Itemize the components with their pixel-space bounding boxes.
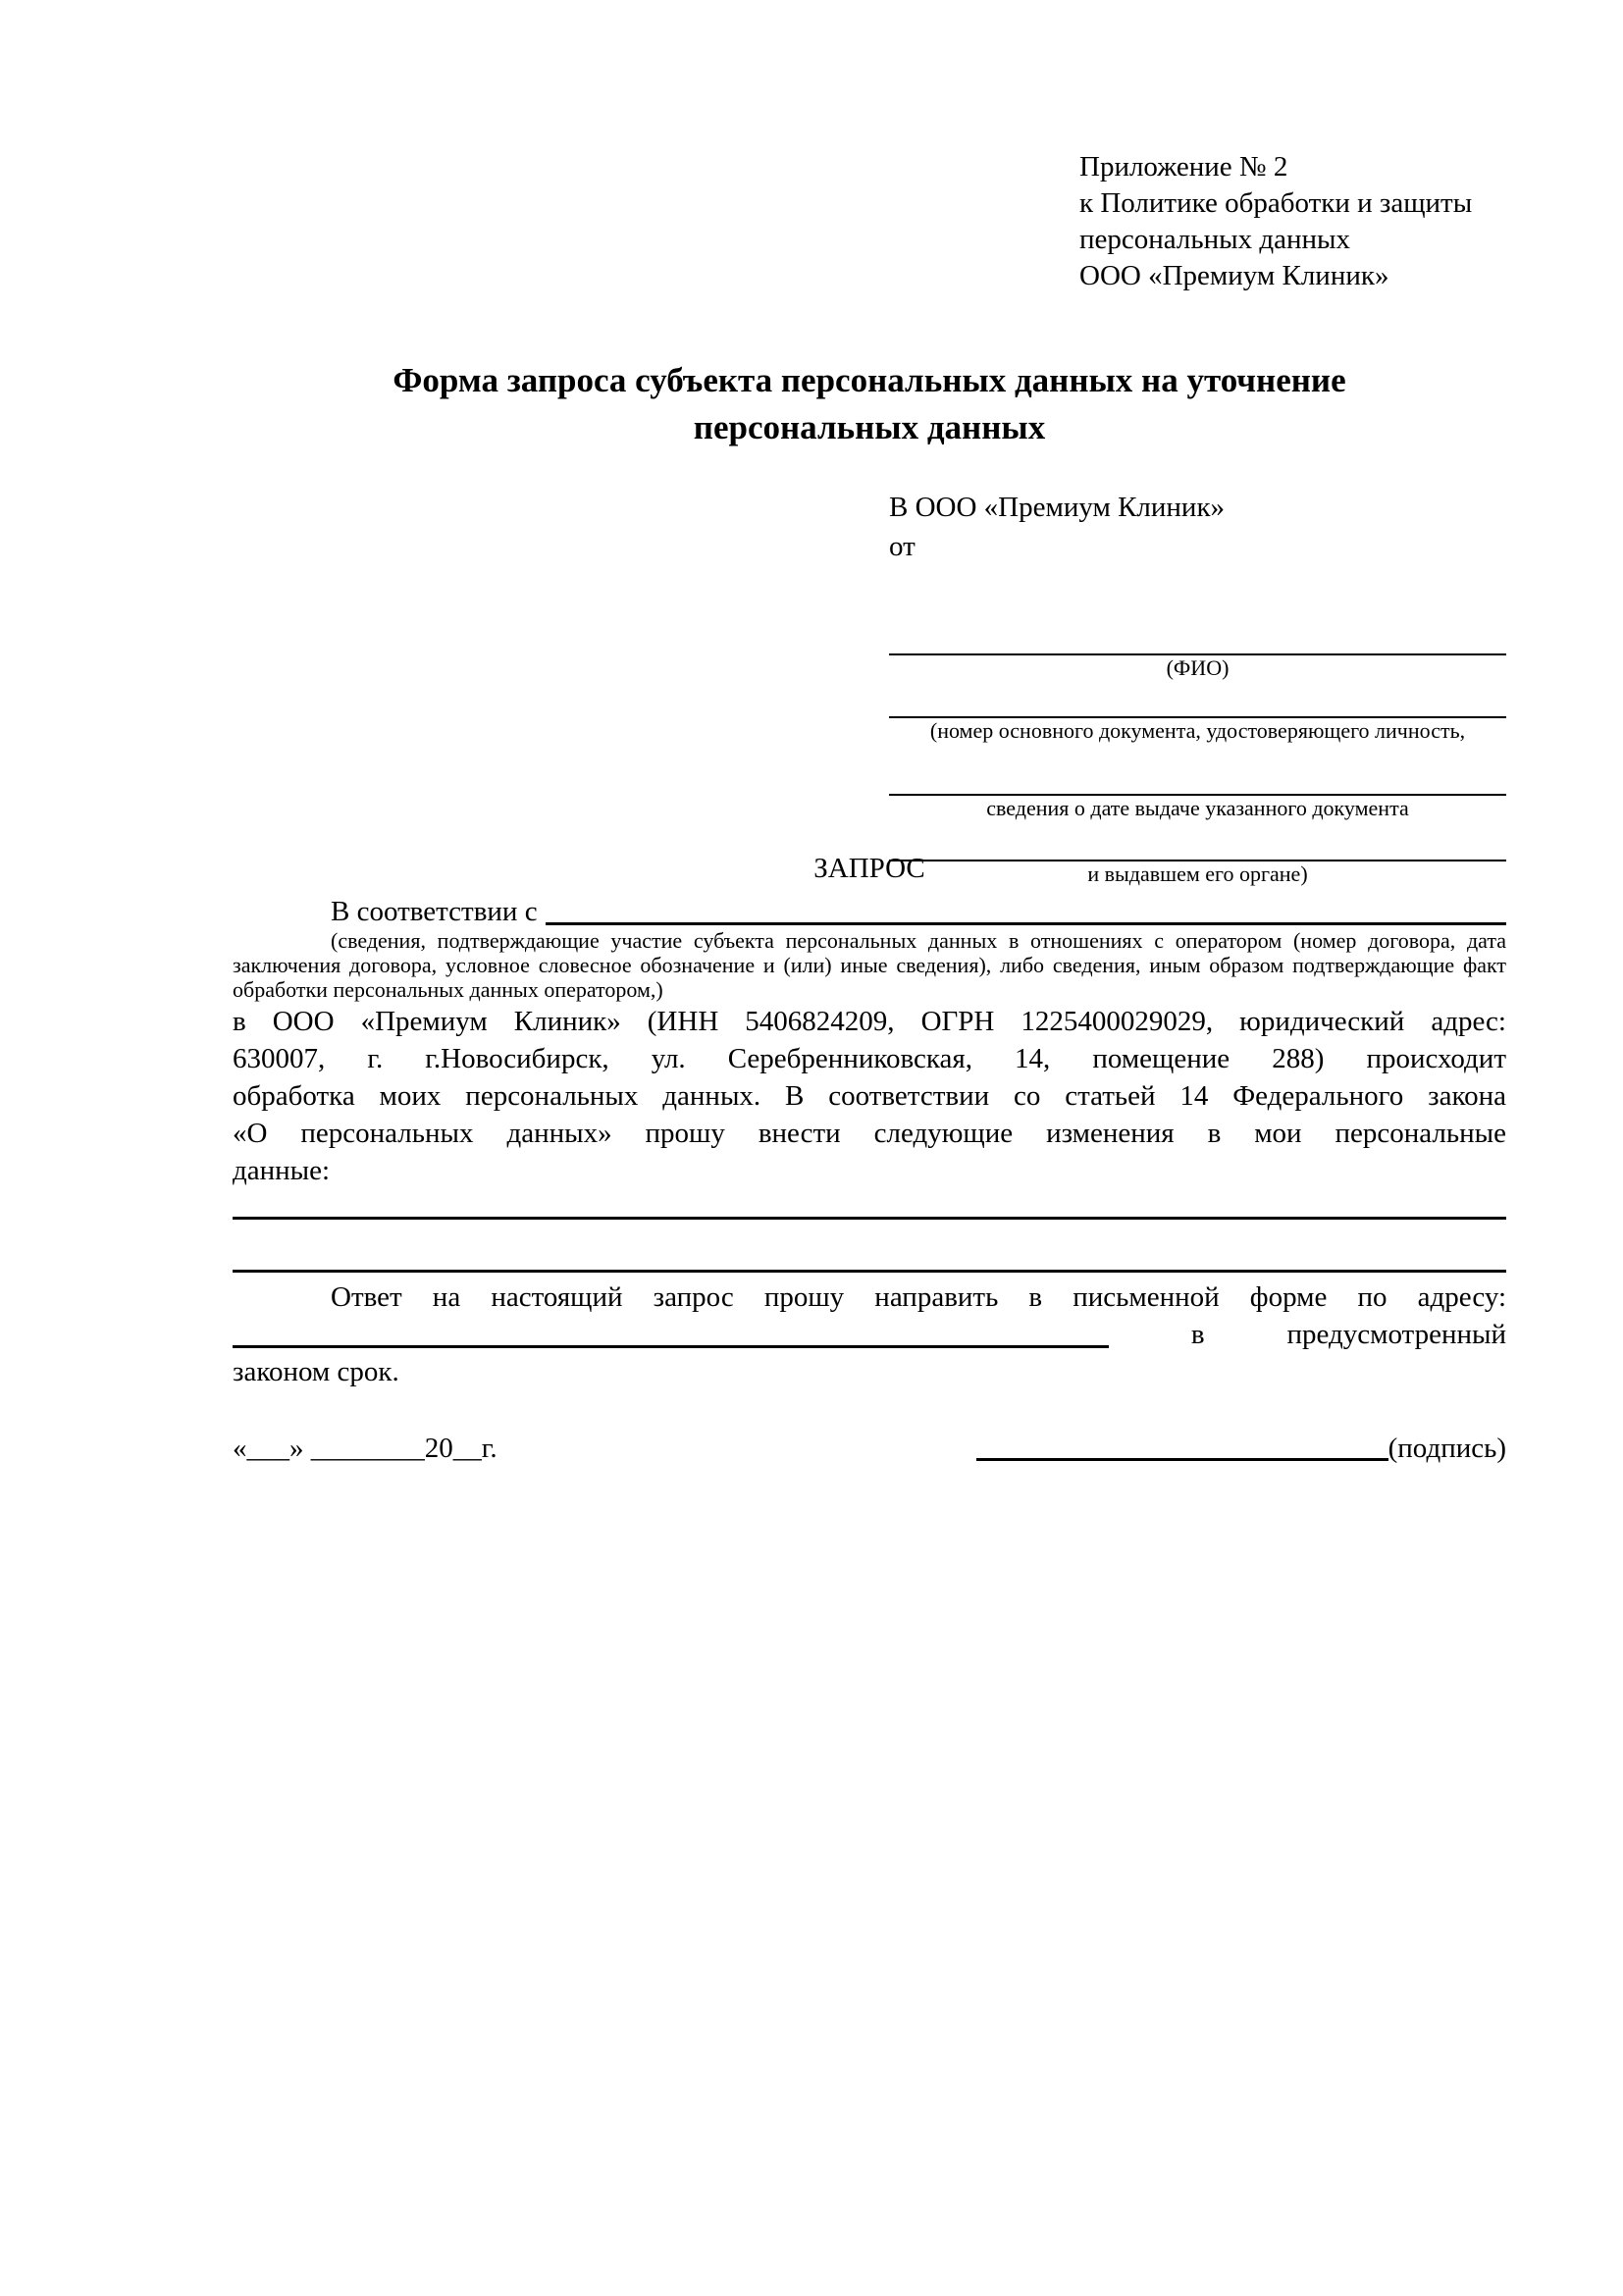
reply-connector-word: в	[1190, 1319, 1205, 1350]
date-line: «___» ________20__г.	[233, 1433, 497, 1464]
changes-blank-line-1	[233, 1217, 1506, 1220]
issuing-authority-caption: и выдавшем его органе)	[1087, 861, 1308, 886]
addressee-block	[889, 488, 1506, 887]
appendix-policy-line: к Политике обработки и защиты	[1079, 187, 1473, 219]
appendix-header	[1079, 149, 1472, 294]
reply-paragraph	[233, 1278, 1506, 1390]
footnote-line: заключения договора, условное словесное обозначение и (или) иные сведения), либо сведения, иным образом подтверждающие факт	[233, 953, 1506, 977]
reply-end-word: предусмотренный	[1286, 1319, 1506, 1350]
reply-middle-row	[233, 1316, 1506, 1353]
signature-caption: (подпись)	[1387, 1433, 1506, 1464]
appendix-company-line: ООО «Премиум Клиник»	[1079, 260, 1389, 291]
appendix-number-line: Приложение № 2	[1079, 151, 1288, 183]
lead-text: В соответствии с	[331, 896, 538, 927]
addressee-from-label: от	[889, 531, 916, 562]
body-line: в ООО «Премиум Клиник» (ИНН 5406824209, ОГРН 1225400029029, юридический адрес:	[233, 1006, 1506, 1037]
body-line: 630007, г. г.Новосибирск, ул. Серебренниковская, 14, помещение 288) происходит	[233, 1043, 1506, 1074]
body-paragraph	[233, 1003, 1506, 1189]
fio-caption: (ФИО)	[1166, 655, 1230, 680]
page-title-line2: персональных данных	[693, 408, 1046, 446]
basis-blank-line	[546, 922, 1506, 925]
page-title	[233, 357, 1506, 451]
footnote	[233, 928, 1506, 1002]
request-heading: ЗАПРОС	[813, 853, 925, 884]
lead-row	[233, 893, 1506, 930]
reply-line3: законом срок.	[233, 1356, 399, 1387]
signature-group	[976, 1428, 1506, 1469]
document-number-caption: (номер основного документа, удостоверяющего личность,	[929, 718, 1466, 743]
appendix-policy-line2: персональных данных	[1079, 224, 1351, 255]
signature-row	[233, 1428, 1506, 1469]
reply-line1: Ответ на настоящий запрос прошу направить в письменной форме по адресу:	[331, 1281, 1506, 1313]
body-line: обработка моих персональных данных. В соответствии со статьей 14 Федерального закона	[233, 1080, 1506, 1112]
address-blank-line	[233, 1345, 1109, 1348]
signature-blank-line	[976, 1458, 1388, 1461]
footnote-line: (сведения, подтверждающие участие субъекта персональных данных в отношениях с оператором (номер договора, дата	[331, 928, 1506, 953]
addressee-to: В ООО «Премиум Клиник»	[889, 492, 1226, 523]
footnote-line: обработки персональных данных оператором,)	[233, 977, 663, 1002]
body-line: данные:	[233, 1155, 331, 1186]
page-title-line1: Форма запроса субъекта персональных данных на уточнение	[393, 361, 1346, 399]
body-line: «О персональных данных» прошу внести следующие изменения в мои персональные	[233, 1118, 1506, 1149]
issue-date-caption: сведения о дате выдаче указанного документа	[986, 796, 1409, 820]
changes-blank-line-2	[233, 1270, 1506, 1273]
